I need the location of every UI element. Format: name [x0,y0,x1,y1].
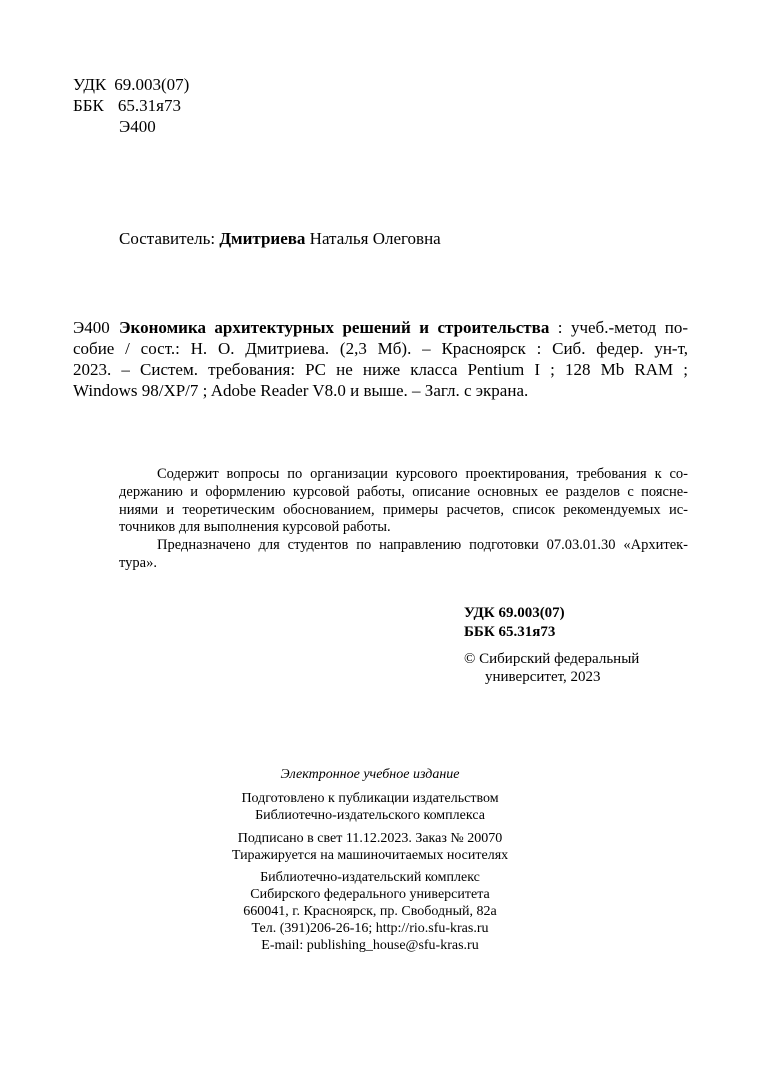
compiler-label: Составитель: [119,229,216,248]
imprint-line: Сибирского федерального университета [250,887,490,902]
imprint-line: Библиотечно-издательского комплекса [255,808,485,823]
bbk-block: ББК 65.31я73 [464,624,556,640]
publisher-address: 660041, г. Красноярск, пр. Свободный, 82а [243,904,497,919]
bibliographic-mark: Э400 [73,318,110,337]
publication-info [200,830,540,864]
compiler-surname: Дмитриева [219,229,306,248]
book-title: Экономика архитектурных решений и строительства [119,318,550,337]
abstract-line: держанию и оформлению курсовой работы, описание основных ее разделов с поясне- [119,483,688,500]
bbk-header [73,96,181,116]
udk-value: 69.003(07) [114,75,190,94]
abstract-line: Предназначено для студентов по направлению подготовки 07.03.01.30 «Архитек- [157,537,688,554]
abstract [119,466,688,573]
imprint-line: Библиотечно-издательский комплекс [260,870,480,885]
bbk-label: ББК [73,96,104,115]
compiler-name: Наталья Олеговна [309,229,441,248]
abstract-line: точников для выполнения курсовой работы. [119,519,391,536]
compiler-line [119,229,441,249]
imprint-line: Тиражируется на машиночитаемых носителях [231,848,509,863]
publisher-email: E-mail: publishing_house@sfu-kras.ru [261,938,479,953]
imprint-line: Подготовлено к публикации издательством [241,791,499,806]
abstract-line: ниями и теоретическим обоснованием, примеры расчетов, список рекомендуемых ис- [119,501,688,518]
udk-label: УДК [73,75,107,94]
author-mark: Э400 [119,117,156,136]
bbk-value: 65.31я73 [117,96,181,115]
publisher-contacts [200,869,540,954]
copyright-line: университет, 2023 [485,669,601,685]
imprint-line: Подписано в свет 11.12.2023. Заказ № 20070 [237,831,503,846]
bibliographic-line: 2023. – Систем. требования: PC не ниже класса Pentium I ; 128 Mb RAM ; [73,360,688,379]
prepared-by [200,790,540,824]
bibliographic-line: собие / сост.: Н. О. Дмитриева. (2,3 Мб). – Красноярск : Сиб. федер. ун-т, [73,339,688,358]
abstract-line: тура». [119,554,157,571]
edition-type: Электронное учебное издание [280,767,460,782]
publisher-phone-web: Тел. (391)206-26-16; http://rio.sfu-kras.ru [251,921,489,936]
bibliographic-line: Экономика архитектурных решений и строительства : учеб.-метод по- [119,318,688,337]
bibliographic-line: Windows 98/XP/7 ; Adobe Reader V8.0 и выше. – Загл. с экрана. [73,381,529,400]
udk-block: УДК 69.003(07) [464,605,565,621]
udk-header [73,75,189,95]
abstract-line: Содержит вопросы по организации курсового проектирования, требования к со- [157,466,688,482]
copyright-line: © Сибирский федеральный [464,651,640,667]
